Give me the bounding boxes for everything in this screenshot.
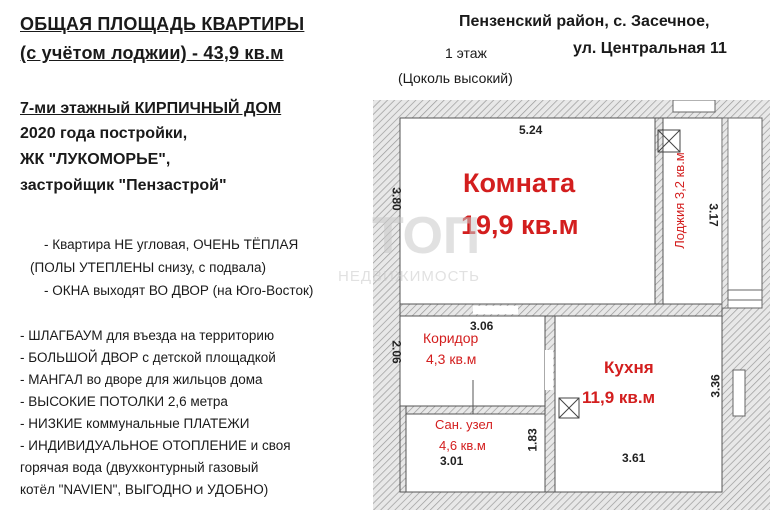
bath-label: Сан. узел	[435, 417, 493, 432]
kitchen-area: 11,9 кв.м	[582, 388, 656, 407]
building-line-1: 7-ми этажный КИРПИЧНЫЙ ДОМ	[20, 100, 282, 117]
dim-corridor-width: 3.06	[470, 319, 494, 333]
feature-item: - Квартира НЕ угловая, ОЧЕНЬ ТЁПЛАЯ	[44, 237, 299, 252]
address-line-1: Пензенский район, с. Засечное,	[459, 13, 710, 30]
dim-corridor-height: 2.06	[389, 340, 404, 364]
feature-item: - ШЛАГБАУМ для въезда на территорию	[20, 328, 275, 343]
dim-room-width: 5.24	[519, 123, 543, 137]
floor-plan	[373, 100, 770, 510]
floor-plan-drawing	[373, 100, 770, 510]
dim-kitchen-width: 3.61	[622, 451, 646, 465]
feature-item: (ПОЛЫ УТЕПЛЕНЫ снизу, с подвала)	[30, 260, 266, 275]
dim-room-height: 3.80	[389, 187, 404, 211]
floor-label: 1 этаж	[445, 45, 487, 61]
building-line-4: застройщик "Пензастрой"	[20, 177, 227, 194]
bath-area: 4,6 кв.м	[439, 438, 486, 453]
room-label: Комната	[463, 168, 576, 198]
building-line-2: 2020 года постройки,	[20, 125, 188, 142]
kitchen-label: Кухня	[604, 358, 654, 377]
feature-item: - ВЫСОКИЕ ПОТОЛКИ 2,6 метра	[20, 394, 228, 409]
feature-item: - МАНГАЛ во дворе для жильцов дома	[20, 372, 263, 387]
address-line-2: ул. Центральная 11	[573, 40, 727, 57]
feature-item: котёл "NAVIEN", ВЫГОДНО и УДОБНО)	[20, 482, 269, 497]
watermark-subtext: НЕДВИЖИМОСТЬ	[338, 268, 480, 285]
total-area-subtitle: (с учётом лоджии) - 43,9 кв.м	[20, 43, 284, 63]
floor-note: (Цоколь высокий)	[398, 70, 513, 86]
room-area: 19,9 кв.м	[461, 210, 579, 240]
dim-bath-width: 3.01	[440, 454, 464, 468]
dim-kitchen-height: 3.36	[708, 374, 723, 398]
feature-item: - БОЛЬШОЙ ДВОР с детской площадкой	[20, 350, 276, 365]
watermark-logo: ТОП	[372, 207, 481, 265]
corridor-area: 4,3 кв.м	[426, 351, 477, 367]
dim-bath-height: 1.83	[525, 428, 540, 452]
feature-item: - НИЗКИЕ коммунальные ПЛАТЕЖИ	[20, 416, 250, 431]
dim-loggia-height: 3.17	[706, 203, 721, 227]
building-line-3: ЖК "ЛУКОМОРЬЕ",	[20, 151, 171, 168]
feature-item: горячая вода (двухконтурный газовый	[20, 460, 259, 475]
total-area-title: ОБЩАЯ ПЛОЩАДЬ КВАРТИРЫ	[20, 14, 305, 34]
loggia-label: Лоджия 3,2 кв.м	[671, 152, 687, 249]
feature-item: - ИНДИВИДУАЛЬНОЕ ОТОПЛЕНИЕ и своя	[20, 438, 291, 453]
feature-item: - ОКНА выходят ВО ДВОР (на Юго-Восток)	[44, 283, 314, 298]
corridor-label: Коридор	[423, 330, 479, 346]
